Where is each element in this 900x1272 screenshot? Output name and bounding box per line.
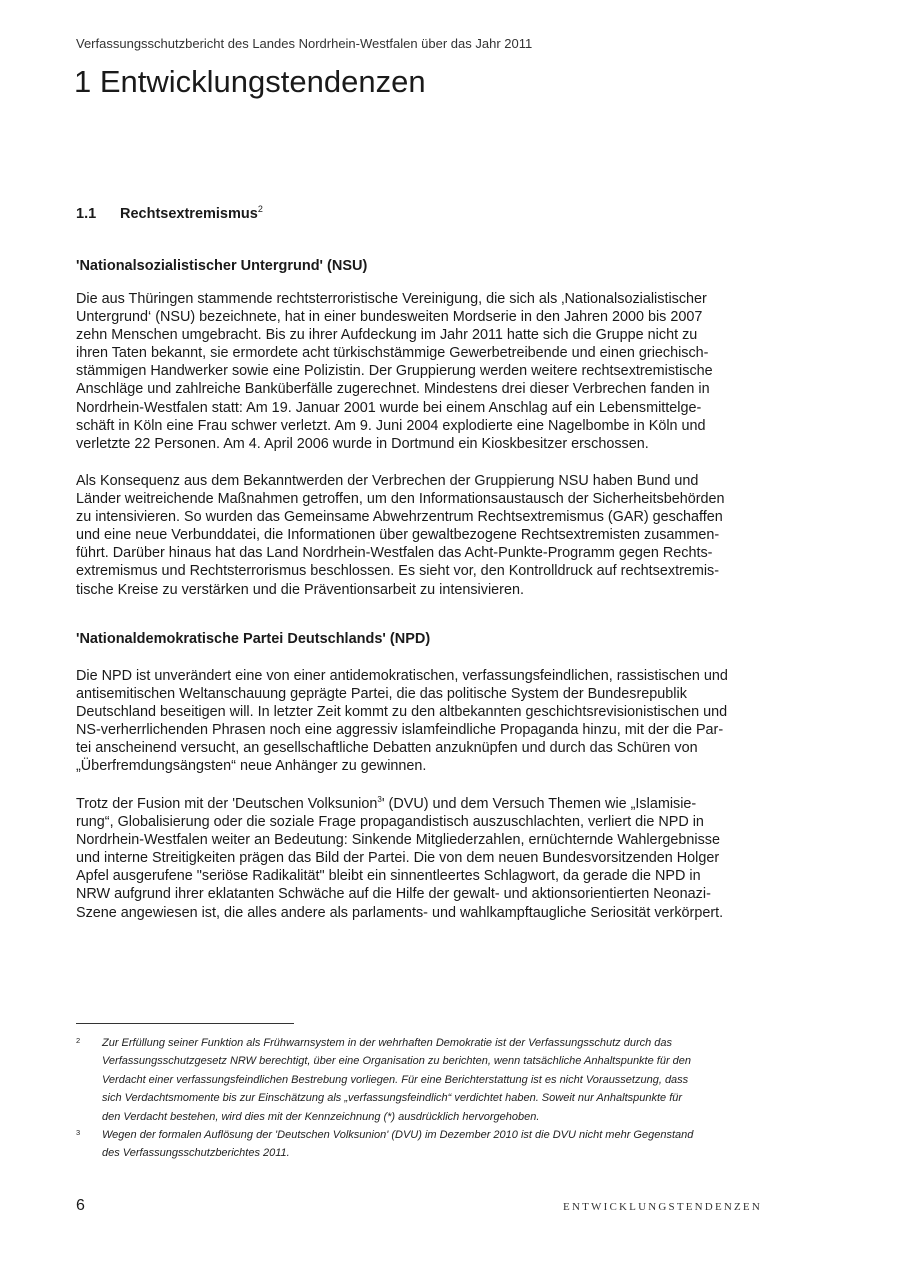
text-line: Verdacht einer verfassungsfeindlichen Bestrebung vorliegen. Für eine Berichterstattung ist es nicht Voraussetzung, dass (102, 1073, 689, 1086)
chapter-title: 1 Entwicklungstendenzen (74, 64, 426, 99)
text-line (76, 796, 696, 812)
text-line: Deutschland beseitigen will. In letzter Zeit kommt zu den altbekannten geschichtsrevisionistischen und (76, 704, 728, 721)
running-header: Verfassungsschutzbericht des Landes Nordrhein-Westfalen über das Jahr 2011 (76, 36, 533, 51)
text-line: Untergrund‘ (NSU) bezeichnete, hat in einer bundesweiten Mordserie in den Jahren 2000 bis 2007 (76, 309, 703, 326)
text-line: zu intensivieren. So wurden das Gemeinsame Abwehrzentrum Rechtsextremismus (GAR) geschaffen (76, 509, 723, 526)
footnote-mark: 3 (76, 1128, 81, 1137)
text-line: schäft in Köln eine Frau schwer verletzt. Am 9. Juni 2004 explodierte eine Nagelbombe in Köln und (76, 417, 706, 434)
text-line: antisemitischen Weltanschauung geprägte Partei, die das politische System der Bundesrepublik (76, 686, 687, 703)
text-fragment: Trotz der Fusion mit der 'Deutschen Volksunion (76, 796, 378, 812)
text-line: Als Konsequenz aus dem Bekanntwerden der Verbrechen der Gruppierung NSU haben Bund und (76, 473, 699, 489)
text-line: des Verfassungsschutzberichtes 2011. (102, 1147, 290, 1160)
text-line: und interne Streitigkeiten prägen das Bild der Partei. Die von dem neuen Bundesvorsitzenden Holger (76, 850, 720, 867)
text-line: NS-verherrlichenden Phrasen noch eine aggressiv islamfeindliche Propaganda hinzu, mit der die Par- (76, 722, 724, 739)
text-line: verletzte 22 Personen. Am 4. April 2006 wurde in Dortmund ein Kioskbesitzer erschossen. (76, 435, 649, 452)
footnote-2 (76, 1034, 766, 1126)
text-line: NRW aufgrund ihrer eklatanten Schwäche auf die Hilfe der gewalt- und aktionsorientierten Neonazi- (76, 886, 711, 903)
footnote-text (102, 1126, 766, 1163)
text-line: Nordrhein-Westfalen statt: Am 19. Januar 2001 wurde bei einem Anschlag auf ein Lebensmittelge- (76, 399, 702, 416)
text-line: stämmigen Handwerker sowie eine Polizistin. Der Gruppierung werden weitere rechtsextremistische (76, 363, 713, 380)
section-title: Rechtsextremismus (120, 205, 258, 222)
text-line: Apfel ausgerufene "seriöse Radikalität" bleibt ein sinnentleertes Schlagwort, da gerade die NPD in (76, 868, 701, 885)
nsu-heading: 'Nationalsozialistischer Untergrund' (NSU) (76, 258, 368, 274)
footnote-3 (76, 1126, 766, 1163)
text-fragment: ' (DVU) und dem Versuch Themen wie „Islamisie- (381, 796, 697, 812)
page-number: 6 (76, 1197, 85, 1214)
text-line: Anschläge und zahlreiche Banküberfälle zugerechnet. Mindestens drei dieser Verbrechen fanden in (76, 381, 710, 398)
section-number: 1.1 (76, 205, 97, 222)
text-line: Verfassungsschutzgesetz NRW berechtigt, über eine Organisation zu berichten, wenn tatsächliche Anhaltspunkte für den (102, 1055, 692, 1068)
npd-heading: 'Nationaldemokratische Partei Deutschlands' (NPD) (76, 631, 431, 647)
text-line: den Verdacht bestehen, wird dies mit der Kennzeichnung (*) ausdrücklich hervorgehoben. (102, 1110, 540, 1123)
text-line: Szene angewiesen ist, die alles andere als parlaments- und wahlkampftaugliche Seriosität verkörpert. (76, 904, 724, 921)
text-line: Die NPD ist unverändert eine von einer antidemokratischen, verfassungsfeindlichen, rassistischen und (76, 668, 728, 684)
text-line: zehn Menschen umgebracht. Bis zu ihrer Aufdeckung im Jahr 2011 hatte sich die Gruppe nicht zu (76, 327, 698, 344)
text-line: Nordrhein-Westfalen weiter an Bedeutung: Sinkende Mitgliederzahlen, ernüchternde Wahlergebnisse (76, 832, 720, 849)
text-line: Zur Erfüllung seiner Funktion als Frühwarnsystem in der wehrhaften Demokratie ist der Verfassungsschutz durch das (102, 1037, 673, 1049)
nsu-paragraph-2 (76, 472, 766, 599)
text-line: tei anscheinend versucht, an gesellschaftliche Debatten anzuknüpfen und durch das Schüren von (76, 740, 698, 757)
text-line: tische Kreise zu verstärken und die Präventionsarbeit zu intensivieren. (76, 581, 524, 598)
npd-paragraph-2 (76, 795, 766, 922)
footnote-separator (76, 1023, 294, 1024)
text-line: „Überfremdungsängsten“ neue Anhänger zu gewinnen. (76, 758, 427, 775)
text-line: Die aus Thüringen stammende rechtsterroristische Vereinigung, die sich als ‚Nationalsozialistischer (76, 291, 707, 307)
npd-paragraph-1 (76, 667, 766, 776)
text-line: extremismus und Rechtsterrorismus beschlossen. Es sieht vor, den Kontrolldruck auf rechtsextremis- (76, 563, 720, 580)
nsu-paragraph-1 (76, 290, 766, 453)
footnote-text (102, 1034, 766, 1126)
text-line: ihren Taten bekannt, sie ermordete acht türkischstämmige Gewerbetreibende und einen griechisch- (76, 345, 709, 362)
footnote-ref-3[interactable]: 3 (377, 795, 382, 805)
text-line: führt. Darüber hinaus hat das Land Nordrhein-Westfalen das Acht-Punkte-Programm gegen Rechts- (76, 545, 713, 562)
section-heading (76, 204, 263, 222)
footnote-ref-2[interactable]: 2 (257, 204, 263, 214)
text-line: rung“, Globalisierung oder die soziale Frage propagandistisch auszuschlachten, verliert die NPD in (76, 814, 704, 831)
text-line: Wegen der formalen Auflösung der 'Deutschen Volksunion' (DVU) im Dezember 2010 ist die DVU nicht mehr Gegenstand (102, 1129, 694, 1141)
text-line: sich Verdachtsmomente bis zur Einschätzung als „verfassungsfeindlich“ verdichtet haben. Soweit nur Anhaltspunkte für (102, 1092, 683, 1105)
text-line: Länder weitreichende Maßnahmen getroffen, um den Informationsaustausch der Sicherheitsbehörden (76, 491, 725, 508)
text-line: und eine neue Verbunddatei, die Informationen über gewaltbezogene Rechtsextremisten zusammen- (76, 527, 720, 544)
running-footer: ENTWICKLUNGSTENDENZEN (563, 1201, 762, 1213)
footnote-mark: 2 (76, 1036, 81, 1045)
